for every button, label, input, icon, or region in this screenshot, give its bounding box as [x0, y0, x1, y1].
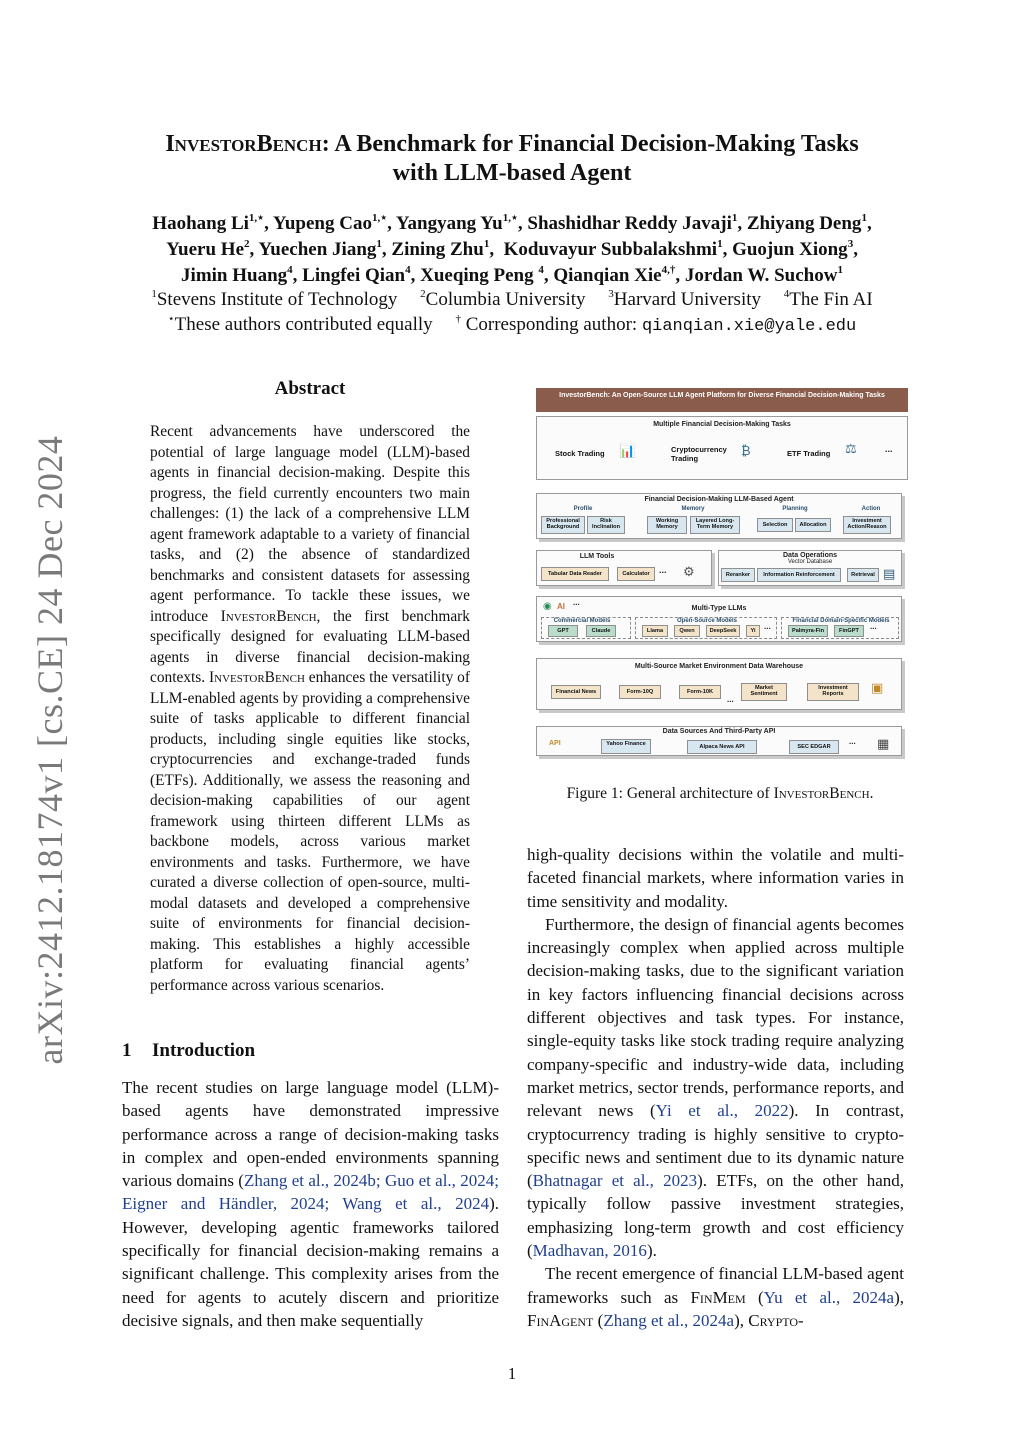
system-name: FinMem	[690, 1287, 746, 1307]
caption-name: InvestorBench	[773, 785, 870, 802]
dataops-title: Data Operations	[782, 552, 838, 559]
author-name: Shashidhar Reddy Javaji	[527, 213, 732, 234]
model-gpt: GPT	[548, 625, 578, 637]
author-sup: 1,⋆	[371, 211, 388, 224]
author-name: Jordan W. Suchow	[684, 265, 838, 286]
author-name: Koduvayur Subbalakshmi	[503, 239, 718, 260]
wh-market-sentiment: Market Sentiment	[741, 683, 787, 701]
author-name: Yuechen Jiang	[258, 239, 377, 260]
wh-investment-reports: Investment Reports	[807, 683, 859, 701]
abstract-name: InvestorBench	[209, 669, 305, 686]
affil-sup: 2	[420, 287, 426, 300]
author-name: Zining Zhu	[391, 239, 484, 260]
intro-right-column	[527, 843, 904, 1332]
author-name: Xueqing Peng	[420, 265, 534, 286]
paragraph: The recent emergence of financial LLM-based agent frameworks such as FinMem (Yu et al., 2024a), FinAgent (Zhang et al., 2024a), Crypto-	[527, 1264, 904, 1330]
task-crypto: Cryptocurrency Trading	[671, 445, 727, 463]
sources-title: Data Sources And Third-Party API	[662, 728, 776, 735]
abstract-name: InvestorBench	[220, 607, 317, 625]
body-text: The recent emergence of financial LLM-based agent frameworks such as	[527, 1264, 904, 1307]
abstract-heading: Abstract	[274, 378, 346, 399]
paragraph	[527, 913, 904, 1262]
planning-allocation: Allocation	[795, 518, 831, 532]
model-fingpt: FinGPT	[834, 625, 864, 637]
dataop-retrieval: Retrieval	[847, 568, 879, 582]
fin-domain-label: Financial Domain-Specific Models	[792, 618, 890, 624]
dataops-panel	[718, 550, 902, 586]
author-sup: 1	[861, 211, 867, 224]
model-yi: Yi	[746, 625, 760, 637]
commercial-group	[541, 617, 631, 639]
tool-calculator: Calculator	[617, 567, 655, 581]
open-source-group	[635, 617, 777, 639]
author-name: Yupeng Cao	[272, 213, 372, 234]
task-stock: Stock Trading	[555, 449, 605, 458]
warehouse-more: ...	[727, 695, 734, 704]
abstract-part: , the first benchmark specifically designed for evaluating LLM-based agents in diverse financial decision-making contexts.	[150, 607, 471, 686]
citation-link[interactable]: Yi et al., 2022	[655, 1101, 789, 1121]
tasks-more: ...	[885, 444, 893, 454]
tasks-title: Multiple Financial Decision-Making Tasks	[653, 421, 791, 428]
author-sup: 4	[538, 263, 544, 276]
dataop-reinforcement: Information Reinforcement	[757, 568, 841, 582]
tools-title: LLM Tools	[579, 553, 615, 560]
model-llama: Llama	[642, 625, 668, 637]
author-name: Guojun Xiong	[732, 239, 848, 260]
equal-mark: ⋆	[167, 312, 175, 325]
model-claude: Claude	[586, 625, 616, 637]
source-alpaca: Alpaca News API	[687, 740, 757, 754]
abstract-part: enhances the versatility of LLM-enabled agents by providing a comprehensive suite of tasks applicable to different financial products, including single equities like stocks, cryptocurrencies and exchange-traded funds (ETFs). Additionally, we assess the reasoning and decision-making capabilities of our agent framework using thirteen different LLMs as backbone models, across various market environments and tasks. Furthermore, we have curated a diverse collection of open-source, multi-modal datasets and developed a comprehensive suite of environments for financial decision-making. This establishes a highly accessible platform for evaluating financial agents’ performance across various scenarios.	[150, 669, 470, 994]
citation-link[interactable]: Zhang et al., 2024b; Guo et al., 2024; Eigner and Händler, 2024; Wang et al., 2024	[122, 1171, 499, 1214]
citation-link[interactable]: Zhang et al., 2024a	[603, 1310, 735, 1330]
author-sup: 1	[717, 237, 723, 250]
section-heading	[122, 1040, 255, 1062]
agent-panel	[536, 493, 902, 539]
section-title: Introduction	[152, 1040, 256, 1061]
fin-domain-more: ...	[870, 622, 877, 631]
arxiv-stamp: arXiv:2412.18174v1 [cs.CE] 24 Dec 2024	[30, 435, 70, 1065]
abstract-text	[150, 422, 470, 996]
intro-left-column	[122, 1076, 499, 1332]
caption-text: .	[869, 785, 874, 802]
affil-name: Columbia University	[425, 289, 586, 310]
memory-label: Memory	[681, 506, 705, 512]
abstract-part: Recent advancements have underscored the potential of large language model (LLM)-based agents in financial decision-making. Despite this progress, the field currently encounters two main challenges: (1) the lack of a comprehensive LLM agent framework adaptable to a variety of financial tasks, and (2) the absence of standardized benchmarks and consistent datasets for assessing agent performance. To tackle these issues, we introduce	[150, 423, 470, 625]
tool-tabular: Tabular Data Reader	[541, 567, 609, 581]
model-palmyra: Palmyra-Fin	[788, 625, 828, 637]
etf-icon: ⚖	[845, 441, 857, 456]
open-source-more: ...	[764, 622, 771, 631]
dataop-reranker: Reranker	[721, 568, 755, 582]
title-line2: with LLM-based Agent	[392, 160, 632, 186]
affiliations	[60, 287, 964, 339]
planning-selection: Selection	[757, 518, 793, 532]
stock-chart-icon: 📊	[619, 443, 636, 458]
paper-title	[80, 130, 944, 188]
agent-title: Financial Decision-Making LLM-Based Agent	[644, 496, 794, 503]
title-name: InvestorBench	[165, 131, 322, 157]
body-text: ). In contrast, cryptocurrency trading is highly sensitive to crypto-specific news and sentiment due to its dynamic nature (	[527, 1101, 905, 1191]
fin-domain-group	[781, 617, 899, 639]
profile-risk: Risk Inclination	[587, 516, 625, 534]
tasks-panel	[536, 416, 908, 480]
folder-icon: ▣	[871, 680, 884, 695]
gear-icon: ⚙	[683, 564, 695, 579]
title-line1: : A Benchmark for Financial Decision-Making Tasks	[321, 131, 859, 157]
body-text: ).	[646, 1241, 657, 1261]
author-sup: 1	[376, 237, 382, 250]
wh-form-10q: Form-10Q	[619, 685, 661, 699]
author-sup: 1	[483, 237, 490, 250]
system-name: Crypto-	[748, 1310, 804, 1330]
qr-code-icon: ▦	[877, 736, 890, 751]
citation-link[interactable]: Bhatnagar et al., 2023	[532, 1171, 698, 1191]
corresponding-note: Corresponding author:	[465, 314, 642, 335]
architecture-figure	[536, 388, 908, 760]
author-name: Zhiyang Deng	[746, 213, 862, 234]
affil-sup: 1	[151, 287, 157, 300]
database-icon: ▤	[883, 566, 896, 581]
author-sup: 1	[731, 211, 738, 224]
body-text: ). However, developing agentic frameworks tailored specifically for financial decision-making remains a significant challenge. This complexity arises from the need for agents to acutely discern and prioritize decisive signals, and then make sequentially	[122, 1194, 499, 1330]
profile-background: Professional Background	[541, 516, 585, 534]
author-list: Haohang $Li^{1,⋆}$, Yupeng Cao$^{1,⋆}$, Yangyang $Yu^{1,⋆}$, Shashidhar Reddy Javaji$^1$, Zhiyang Deng$^1$, Yueru He$^2$, Yuechen Jiang$^1$, Zining Zhu$^1$, Koduvayur Subbalakshmi$^1$, Guojun Xiong$^3$, Jimin Huang$^4$, Lingfei Qian$^4$, Xueqing Peng $^4$, Qianqian Xie$^{4,\dagger}$, Jordan W. Suchow$^1$	[152, 211, 872, 286]
author-sup: 3	[847, 237, 854, 250]
action-investment: Investment Action/Reason	[843, 516, 891, 534]
memory-long-term: Layered Long-Term Memory	[690, 516, 740, 534]
author-name: Lingfei Qian	[302, 265, 406, 286]
author-sup: 4,†	[661, 263, 676, 276]
affil-name: Stevens Institute of Technology	[156, 289, 398, 310]
open-source-label: Open-Source Models	[676, 618, 737, 624]
equal-contrib-note: These authors contributed equally	[174, 314, 433, 335]
llm-logos-more: ...	[573, 598, 580, 607]
wh-financial-news: Financial News	[551, 685, 601, 699]
author-name: Qianqian Xie	[553, 265, 662, 286]
body-text: ). ETFs, on the other hand, typically follow passive investment strategies, emphasizing long-term growth and cost efficiency (	[527, 1171, 904, 1261]
affil-sup: 4	[783, 287, 790, 300]
caption-text: Figure 1: General architecture of	[566, 785, 774, 802]
author-sup: 1,⋆	[248, 211, 265, 224]
figure-caption	[520, 785, 920, 803]
citation-link[interactable]: Madhavan, 2016	[532, 1241, 647, 1261]
body-text: Furthermore, the design of financial agents becomes increasingly complex when applied across multiple decision-making tasks, due to the significant variation in key factors influencing financial decisions across different objectives and task types. For instance, single-equity tasks like stock trading require analyzing company-specific and industry-wide data, including market metrics, sector trends, performance reports, and relevant news (	[527, 914, 904, 1121]
corr-mark: †	[455, 312, 461, 325]
author-sup: 1,⋆	[502, 211, 518, 224]
author-name: Yangyang Yu	[395, 213, 503, 234]
llms-title: Multi-Type LLMs	[691, 605, 747, 612]
figure-header	[536, 388, 908, 412]
author-sup: 2	[244, 237, 250, 250]
author-sup: 1	[837, 263, 843, 276]
author-sup: 4	[287, 263, 293, 276]
figure-header-text: InvestorBench: An Open-Source LLM Agent Platform for Diverse Financial Decision-Making Tasks	[559, 392, 885, 399]
tools-panel	[536, 550, 712, 586]
section-number: 1	[122, 1040, 132, 1061]
tools-more: ...	[659, 565, 667, 575]
author-name: Jimin Huang	[181, 265, 288, 286]
memory-working: Working Memory	[647, 516, 687, 534]
source-yahoo: Yahoo Finance	[601, 739, 651, 754]
anthropic-logo-icon: AI	[557, 602, 565, 611]
planning-label: Planning	[782, 506, 808, 512]
sources-panel	[536, 726, 902, 756]
sources-more: ...	[849, 737, 856, 746]
api-icon: API	[549, 740, 561, 747]
corresponding-email[interactable]: qianqian.xie@yale.edu	[641, 317, 857, 336]
body-text: high-quality decisions within the volatile and multi-faceted financial markets, where information varies in time sensitivity and modality.	[527, 845, 904, 911]
model-deepseek: DeepSeek	[706, 625, 740, 637]
task-etf: ETF Trading	[787, 449, 831, 458]
llms-panel	[536, 596, 902, 642]
citation-link[interactable]: Yu et al., 2024a	[763, 1287, 895, 1307]
model-qwen: Qwen	[674, 625, 700, 637]
body-text: The recent studies on large language model (LLM)-based agents have demonstrated impressive performance across a range of decision-making tasks in complex and open-ended environments spanning various domains (	[122, 1078, 499, 1191]
system-name: FinAgent	[527, 1310, 594, 1330]
affil-name: The Fin AI	[789, 289, 873, 310]
affil-name: Harvard University	[613, 289, 762, 310]
dataops-subtitle: Vector Database	[787, 559, 833, 565]
affil-sup: 3	[608, 287, 614, 300]
source-sec-edgar: SEC EDGAR	[789, 740, 839, 754]
author-name: Yueru He	[166, 239, 245, 260]
profile-label: Profile	[573, 506, 593, 512]
warehouse-panel	[536, 658, 902, 710]
author-name: Haohang Li	[152, 213, 249, 234]
openai-logo-icon: ◉	[543, 601, 552, 612]
wh-form-10k: Form-10K	[679, 685, 721, 699]
author-sup: 4	[405, 263, 411, 276]
page-number: 1	[507, 1364, 517, 1383]
warehouse-title: Multi-Source Market Environment Data Warehouse	[634, 663, 804, 670]
paragraph	[527, 843, 904, 913]
crypto-coin-icon: ₿	[741, 443, 751, 458]
commercial-label: Commercial Models	[553, 618, 611, 624]
action-label: Action	[861, 506, 881, 512]
